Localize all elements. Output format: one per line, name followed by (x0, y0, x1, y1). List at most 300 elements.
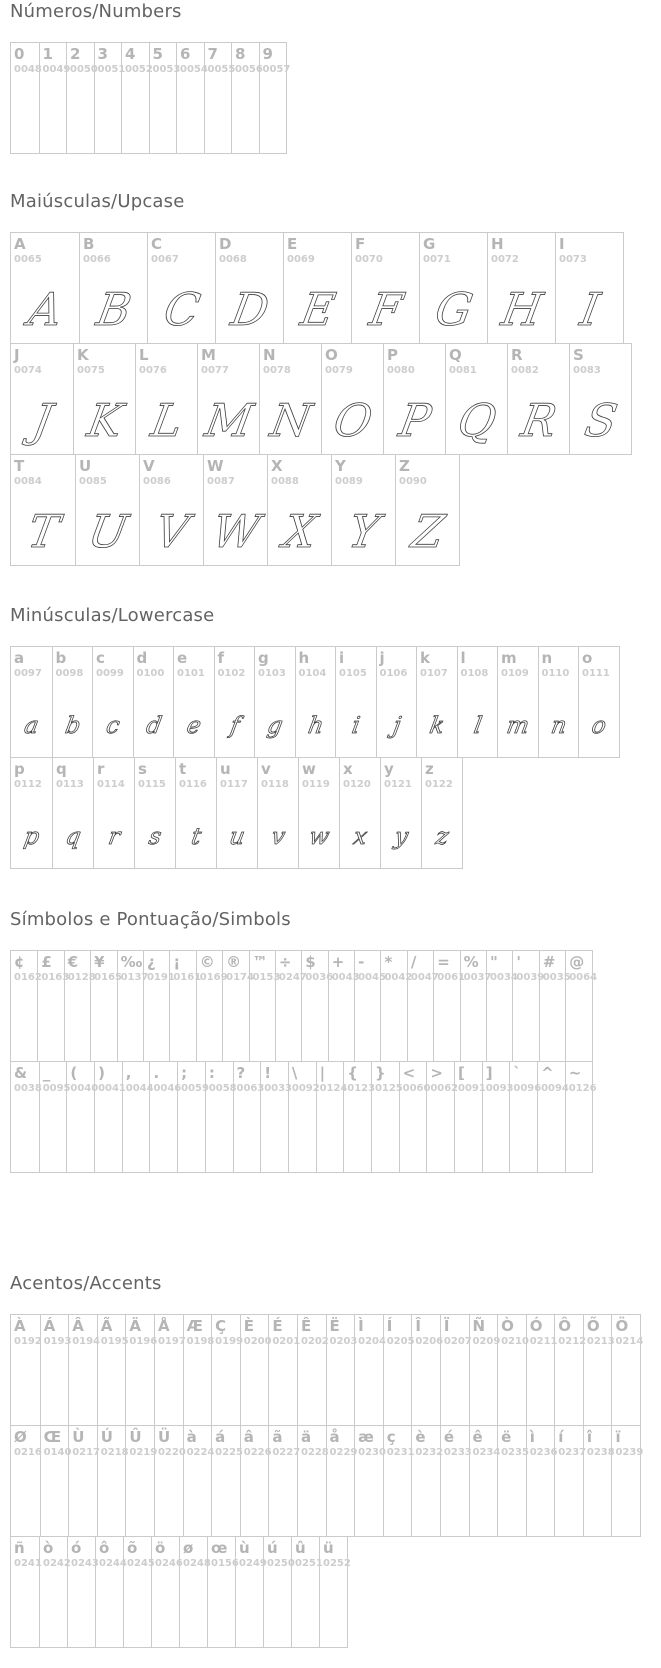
char-label: Î (415, 1317, 421, 1335)
char-cell (301, 951, 334, 1061)
char-cell (249, 951, 281, 1061)
char-glyph: S (581, 394, 622, 447)
char-label: ñ (14, 1539, 25, 1557)
char-cell (426, 1062, 459, 1172)
char-cell (440, 1315, 472, 1425)
char-cell (565, 951, 598, 1061)
char-code: 0162 (14, 972, 42, 983)
char-code: 0070 (355, 254, 383, 265)
char-cell (295, 647, 336, 757)
char-row (10, 343, 632, 455)
char-code: 0231 (386, 1447, 415, 1458)
char-code: 0122 (425, 779, 453, 790)
char-label: \ (291, 1064, 298, 1082)
char-cell (328, 951, 360, 1061)
char-code: 0035 (542, 972, 571, 983)
char-glyph: l (471, 712, 484, 739)
char-cell (133, 647, 174, 757)
char-cell (216, 758, 257, 868)
char-cell (454, 1062, 486, 1172)
char-cell (433, 951, 466, 1061)
char-code: 0218 (100, 1447, 129, 1458)
char-cell (383, 1315, 415, 1425)
char-glyph: b (62, 712, 83, 739)
char-cell (147, 233, 215, 343)
char-cell (11, 233, 79, 343)
char-label: R (511, 346, 523, 364)
char-label: | (319, 1064, 326, 1082)
char-cell (37, 951, 70, 1061)
char-cell (411, 1315, 444, 1425)
char-cell (354, 951, 386, 1061)
char-cell (214, 647, 255, 757)
char-label: N (263, 346, 276, 364)
char-code: 0252 (323, 1558, 351, 1569)
char-code: 0065 (14, 254, 42, 265)
char-code: 0230 (358, 1447, 386, 1458)
char-cell (537, 1062, 569, 1172)
char-label: Â (72, 1317, 84, 1335)
char-label: S (573, 346, 584, 364)
char-label: Ñ (472, 1317, 486, 1335)
char-label: 0 (14, 45, 25, 63)
char-cell (267, 455, 331, 565)
char-code: 0073 (559, 254, 587, 265)
char-glyph: A (24, 283, 67, 336)
char-cell (125, 1315, 158, 1425)
char-label: £ (41, 953, 52, 971)
char-cell (52, 758, 93, 868)
char-code: 0128 (67, 972, 96, 983)
char-cell (291, 1537, 323, 1647)
char-cell (90, 951, 123, 1061)
char-code: 0226 (243, 1447, 272, 1458)
char-cell (204, 43, 236, 153)
char-code: 0101 (177, 668, 205, 679)
char-code: 0088 (271, 476, 299, 487)
char-glyph: O (329, 394, 377, 447)
char-cell (321, 344, 383, 454)
char-glyph: U (84, 505, 132, 558)
char-label: Ã (100, 1317, 113, 1335)
char-label: 6 (180, 45, 191, 63)
char-label: Ü (157, 1428, 171, 1446)
char-glyph: W (208, 505, 264, 558)
char-code: 0241 (14, 1558, 42, 1569)
char-code: 0037 (463, 972, 492, 983)
char-label: ® (226, 953, 242, 971)
char-label: = (437, 953, 450, 971)
char-code: 0033 (264, 1083, 293, 1094)
char-cell (75, 455, 139, 565)
char-code: 0156 (211, 1558, 239, 1569)
char-code: 0110 (541, 668, 570, 679)
char-cell (177, 1062, 209, 1172)
char-cell (121, 43, 153, 153)
char-label: ô (99, 1539, 110, 1557)
section-symbols (10, 910, 661, 1173)
section-lowercase (10, 606, 661, 869)
char-code: 0045 (358, 972, 386, 983)
char-code: 0067 (151, 254, 179, 265)
char-label: H (491, 235, 504, 253)
char-code: 0118 (261, 779, 289, 790)
char-glyph: k (427, 712, 447, 739)
char-label: ; (181, 1064, 188, 1082)
char-label: Á (43, 1317, 56, 1335)
char-cell (94, 1062, 126, 1172)
char-cell (554, 1426, 587, 1536)
char-code: 0220 (157, 1447, 186, 1458)
char-label: x (343, 760, 353, 778)
char-label: K (77, 346, 89, 364)
char-code: 0068 (219, 254, 247, 265)
char-cell (497, 1426, 529, 1536)
char-cell (222, 951, 254, 1061)
char-code: 0228 (300, 1447, 329, 1458)
char-cell (486, 951, 518, 1061)
char-code: 0112 (14, 779, 42, 790)
char-cell (176, 43, 208, 153)
char-cell (343, 1062, 376, 1172)
char-code: 0057 (262, 64, 291, 75)
char-code: 0233 (443, 1447, 472, 1458)
char-code: 0055 (207, 64, 236, 75)
char-cell (39, 1062, 71, 1172)
char-label: 1 (42, 45, 53, 63)
char-glyph: Q (453, 394, 501, 447)
char-code: 0204 (358, 1336, 386, 1347)
char-code: 0099 (96, 668, 124, 679)
char-label: @ (569, 953, 585, 971)
char-code: 0137 (120, 972, 149, 983)
char-row (10, 454, 460, 566)
char-label: ] (485, 1064, 493, 1082)
char-label: ~ (568, 1064, 582, 1082)
char-label: 5 (152, 45, 163, 63)
char-label: ( (70, 1064, 78, 1082)
char-cell (257, 758, 298, 868)
char-glyph: r (106, 823, 123, 850)
char-code: 0071 (423, 254, 451, 265)
char-code: 0229 (329, 1447, 358, 1458)
char-cell (231, 43, 263, 153)
char-cell (233, 1062, 265, 1172)
section-uppercase (10, 192, 661, 566)
char-label: " (490, 953, 498, 971)
char-label: â (243, 1428, 254, 1446)
char-row (10, 42, 291, 154)
char-cell (611, 1426, 644, 1536)
char-cell (68, 1426, 101, 1536)
char-label: 9 (262, 45, 273, 63)
char-label: t (179, 760, 187, 778)
char-cell (380, 758, 421, 868)
char-cell (383, 1426, 415, 1536)
char-label: d (136, 649, 148, 667)
char-code: 0196 (129, 1336, 158, 1347)
char-code: 0161 (173, 972, 202, 983)
char-cell (539, 951, 571, 1061)
char-cell (68, 1315, 101, 1425)
char-code: 0111 (582, 668, 610, 679)
char-code: 0087 (207, 476, 235, 487)
char-cell (509, 1062, 542, 1172)
char-label: í (558, 1428, 564, 1446)
char-label: G (423, 235, 436, 253)
char-cell (149, 1062, 182, 1172)
char-cell (196, 951, 228, 1061)
char-cell (538, 647, 579, 757)
char-glyph: j (390, 712, 403, 739)
char-code: 0103 (258, 668, 286, 679)
char-cell (395, 455, 459, 565)
char-label: b (55, 649, 67, 667)
char-code: 0075 (77, 365, 105, 376)
char-label: ê (472, 1428, 483, 1446)
char-cell (260, 1062, 293, 1172)
char-code: 0120 (343, 779, 371, 790)
char-label: Ë (329, 1317, 340, 1335)
char-cell (376, 647, 417, 757)
char-label: Å (157, 1317, 170, 1335)
char-label: ^ (541, 1064, 554, 1082)
char-cell (134, 758, 175, 868)
char-code: 0109 (501, 668, 529, 679)
char-code: 0108 (460, 668, 489, 679)
char-cell (11, 1426, 40, 1536)
char-glyph: X (279, 505, 321, 558)
char-code: 0235 (501, 1447, 529, 1458)
char-code: 0219 (129, 1447, 158, 1458)
char-label: Ó (529, 1317, 543, 1335)
char-label: 8 (235, 45, 246, 63)
char-glyph: n (548, 712, 569, 739)
char-code: 0126 (568, 1083, 597, 1094)
char-label: ™ (252, 953, 268, 971)
char-label: Ø (14, 1428, 27, 1446)
char-cell (526, 1426, 558, 1536)
char-code: 0060 (402, 1083, 431, 1094)
char-cell (203, 455, 267, 565)
char-label: F (355, 235, 366, 253)
char-code: 0056 (235, 64, 263, 75)
char-cell (411, 1426, 444, 1536)
char-cell (211, 1426, 243, 1536)
char-cell (175, 758, 216, 868)
char-cell (569, 344, 631, 454)
char-cell (263, 1537, 295, 1647)
section-numbers (10, 2, 661, 154)
char-code: 0080 (387, 365, 415, 376)
section-title-numbers: Números/Numbers (10, 1, 182, 22)
char-glyph: y (392, 823, 411, 850)
char-glyph: M (201, 394, 257, 447)
char-cell (555, 233, 623, 343)
char-label: c (96, 649, 105, 667)
char-glyph: a (22, 712, 41, 739)
char-label: T (14, 457, 25, 475)
char-label: © (199, 953, 215, 971)
char-cell (149, 43, 181, 153)
char-code: 0243 (71, 1558, 99, 1569)
char-label: É (272, 1317, 283, 1335)
char-code: 0198 (186, 1336, 215, 1347)
char-cell (123, 1537, 155, 1647)
char-row (10, 646, 620, 758)
char-label: & (14, 1064, 28, 1082)
char-code: 0102 (217, 668, 246, 679)
char-cell (354, 1315, 386, 1425)
char-label: D (219, 235, 232, 253)
char-cell (151, 1537, 183, 1647)
char-label: P (387, 346, 398, 364)
char-code: 0123 (347, 1083, 376, 1094)
char-cell (351, 233, 419, 343)
char-cell (512, 951, 545, 1061)
section-accents (10, 1274, 661, 1648)
char-cell (97, 1426, 129, 1536)
char-code: 0058 (208, 1083, 237, 1094)
char-glyph: Y (344, 505, 384, 558)
char-code: 0049 (42, 64, 71, 75)
char-cell (254, 647, 295, 757)
char-cell (407, 951, 439, 1061)
char-code: 0174 (226, 972, 254, 983)
char-label: è (415, 1428, 426, 1446)
char-glyph: e (184, 712, 204, 739)
char-code: 0193 (43, 1336, 72, 1347)
char-cell (11, 1062, 42, 1172)
char-label: < (402, 1064, 416, 1082)
char-label: w (302, 760, 316, 778)
char-cell (268, 1426, 301, 1536)
char-label: ù (239, 1539, 250, 1557)
char-label: % (463, 953, 479, 971)
char-label: i (339, 649, 345, 667)
char-label: . (153, 1064, 160, 1082)
char-cell (460, 951, 492, 1061)
char-cell (440, 1426, 472, 1536)
char-cell (11, 455, 75, 565)
char-code: 0050 (70, 64, 98, 75)
char-glyph: D (227, 283, 273, 336)
char-code: 0238 (586, 1447, 615, 1458)
char-cell (482, 1062, 514, 1172)
char-cell (275, 951, 307, 1061)
char-code: 0064 (569, 972, 598, 983)
char-cell (331, 455, 395, 565)
char-cell (497, 1315, 529, 1425)
char-cell (611, 1315, 644, 1425)
char-code: 0119 (302, 779, 330, 790)
char-label: z (425, 760, 434, 778)
char-cell (93, 758, 134, 868)
char-cell (316, 1062, 348, 1172)
char-glyph: o (589, 712, 609, 739)
char-code: 0078 (263, 365, 291, 376)
char-label: Ê (300, 1317, 312, 1335)
char-code: 0063 (236, 1083, 265, 1094)
char-code: 0237 (558, 1447, 587, 1458)
char-cell (354, 1426, 386, 1536)
char-cell (39, 1537, 71, 1647)
char-cell (421, 758, 462, 868)
char-cell (240, 1315, 272, 1425)
char-code: 0116 (179, 779, 207, 790)
char-label: û (295, 1539, 306, 1557)
char-code: 0169 (199, 972, 228, 983)
char-label: g (258, 649, 269, 667)
char-cell (11, 1537, 42, 1647)
char-code: 0098 (55, 668, 84, 679)
char-code: 0125 (374, 1083, 403, 1094)
char-cell (288, 1062, 320, 1172)
char-code: 0115 (138, 779, 166, 790)
char-label: Ç (215, 1317, 227, 1335)
char-cell (326, 1426, 358, 1536)
char-label: y (384, 760, 394, 778)
char-label: V (143, 457, 155, 475)
char-cell (40, 1315, 72, 1425)
char-label: Û (129, 1428, 142, 1446)
char-code: 0081 (449, 365, 477, 376)
char-label: + (331, 953, 345, 971)
char-cell (11, 43, 42, 153)
char-label: ò (43, 1539, 54, 1557)
char-code: 0054 (180, 64, 208, 75)
char-label: _ (42, 1064, 51, 1082)
char-label: ú (267, 1539, 278, 1557)
char-cell (283, 233, 351, 343)
char-cell (183, 1315, 215, 1425)
char-code: 0201 (272, 1336, 301, 1347)
char-cell (297, 1426, 329, 1536)
char-label: Õ (586, 1317, 600, 1335)
char-cell (154, 1426, 186, 1536)
char-code: 0091 (458, 1083, 486, 1094)
char-label: $ (305, 953, 316, 971)
char-label: M (201, 346, 216, 364)
char-cell (215, 233, 283, 343)
char-glyph: T (23, 505, 64, 558)
char-cell (419, 233, 487, 343)
char-cell (122, 1062, 154, 1172)
char-code: 0038 (14, 1083, 42, 1094)
char-label: ¥ (94, 953, 105, 971)
char-code: 0053 (152, 64, 181, 75)
char-code: 0104 (298, 668, 327, 679)
char-label: U (79, 457, 92, 475)
char-code: 0234 (472, 1447, 501, 1458)
char-label: È (243, 1317, 254, 1335)
char-code: 0239 (615, 1447, 644, 1458)
char-row (10, 950, 598, 1062)
char-cell (583, 1426, 615, 1536)
char-cell (469, 1426, 501, 1536)
char-cell (139, 455, 203, 565)
char-cell (326, 1315, 358, 1425)
char-code: 0117 (220, 779, 248, 790)
char-label: Œ (43, 1428, 62, 1446)
char-label: J (14, 346, 20, 364)
char-code: 0039 (516, 972, 545, 983)
char-label: Ù (72, 1428, 85, 1446)
char-glyph: q (63, 823, 83, 850)
char-cell (380, 951, 413, 1061)
char-label: ä (300, 1428, 312, 1446)
char-label: m (501, 649, 517, 667)
